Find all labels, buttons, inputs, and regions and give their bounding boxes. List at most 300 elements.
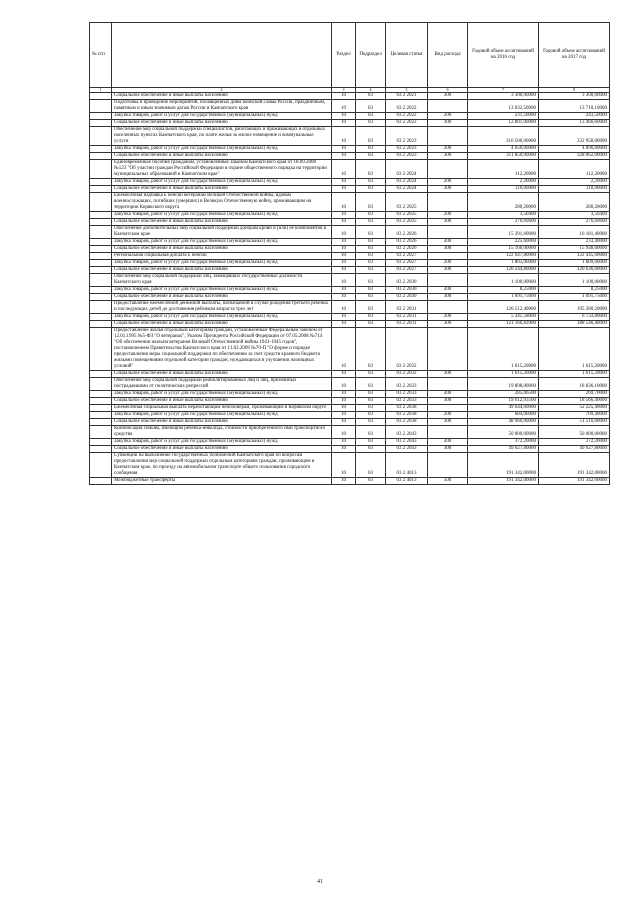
table-row: [90, 127, 610, 146]
row-no: [90, 179, 112, 186]
row-name: Закупка товаров, работ и услуг для государственных (муниципальных) нужд: [112, 412, 332, 419]
row-vol-2016: 13 032,50000: [468, 100, 539, 113]
row-section: 10: [332, 160, 356, 179]
table-row: [90, 478, 610, 485]
table-row: [90, 239, 610, 246]
row-name: Закупка товаров, работ и услуг для государственных (муниципальных) нужд: [112, 179, 332, 186]
row-vol-2016: 3 300,00000: [468, 93, 539, 100]
row-exp-type: [428, 453, 468, 478]
row-subsection: 03: [356, 419, 386, 426]
row-target: 03 2 2025: [386, 219, 428, 226]
row-no: [90, 274, 112, 287]
row-vol-2016: 1 615,20000: [468, 328, 539, 371]
row-no: [90, 260, 112, 267]
row-target: 03 2 4013: [386, 453, 428, 478]
row-target: 03 2 2027: [386, 267, 428, 274]
row-name: Социальное обеспечение и иные выплаты населению: [112, 446, 332, 453]
row-no: [90, 226, 112, 239]
table-row: [90, 100, 610, 113]
row-section: 10: [332, 439, 356, 446]
row-vol-2017: 18 836,10000: [539, 378, 610, 391]
row-subsection: 03: [356, 398, 386, 405]
row-section: 10: [332, 120, 356, 127]
row-target: 03 2 2030: [386, 287, 428, 294]
row-section: 10: [332, 193, 356, 212]
row-target: 03 2 2026: [386, 239, 428, 246]
row-section: 10: [332, 212, 356, 219]
row-section: 10: [332, 267, 356, 274]
table-row: [90, 294, 610, 301]
row-section: 10: [332, 127, 356, 146]
row-exp-type: 300: [428, 419, 468, 426]
row-section: 10: [332, 412, 356, 419]
row-exp-type: [428, 301, 468, 314]
row-vol-2016: 1 091,75000: [468, 294, 539, 301]
row-section: 10: [332, 314, 356, 321]
row-target: 03 2 2031: [386, 321, 428, 328]
row-name: Предоставление ежемесячной денежной выплаты, назначаемой в случае рождения третьего ребенка и последующих детей до достижения ребенком возраста трех лет: [112, 301, 332, 314]
row-no: [90, 153, 112, 160]
table-row: [90, 212, 610, 219]
row-vol-2017: 16 181,40000: [539, 226, 610, 239]
row-exp-type: 200: [428, 260, 468, 267]
row-name: Социальное обеспечение и иные выплаты населению: [112, 246, 332, 253]
row-subsection: 03: [356, 179, 386, 186]
row-vol-2016: 191 342,00000: [468, 453, 539, 478]
row-vol-2016: 276,69600: [468, 219, 539, 226]
table-row: [90, 179, 610, 186]
row-vol-2017: 13 466,60000: [539, 120, 610, 127]
row-subsection: 03: [356, 412, 386, 419]
row-vol-2016: 191 342,00000: [468, 478, 539, 485]
row-subsection: 03: [356, 127, 386, 146]
row-section: 10: [332, 301, 356, 314]
row-vol-2017: 3 300,00000: [539, 93, 610, 100]
row-section: 10: [332, 226, 356, 239]
row-name: Обеспечение мер социальной поддержки специалистов, работающих и проживающих в отдельных населенных пунктах Камчатского края, по плате жилья за жилое помещение и коммунальные услуги: [112, 127, 332, 146]
row-no: [90, 398, 112, 405]
row-subsection: 03: [356, 93, 386, 100]
row-section: 10: [332, 113, 356, 120]
table-row: [90, 426, 610, 439]
row-target: 03 2 4013: [386, 478, 428, 485]
row-vol-2017: 110,00000: [539, 186, 610, 193]
row-section: 10: [332, 239, 356, 246]
row-no: [90, 287, 112, 294]
row-vol-2017: 52 225,40000: [539, 405, 610, 412]
row-target: 03 2 2027: [386, 260, 428, 267]
row-no: [90, 391, 112, 398]
row-no: [90, 127, 112, 146]
row-subsection: 03: [356, 267, 386, 274]
row-target: 03 2 2038: [386, 419, 428, 426]
table-row: [90, 193, 610, 212]
row-vol-2017: 188 546,40000: [539, 321, 610, 328]
row-vol-2016: 120 244,80000: [468, 267, 539, 274]
row-exp-type: 200: [428, 412, 468, 419]
row-target: 03 2 2031: [386, 314, 428, 321]
row-subsection: 03: [356, 160, 386, 179]
header-section: Раздел: [332, 23, 356, 88]
row-section: 10: [332, 328, 356, 371]
row-subsection: 03: [356, 378, 386, 391]
row-vol-2016: 231,50000: [468, 113, 539, 120]
row-vol-2017: 122 445,00000: [539, 253, 610, 260]
row-exp-type: 300: [428, 446, 468, 453]
table-row: [90, 93, 610, 100]
row-target: 03 2 2031: [386, 301, 428, 314]
table-row: [90, 301, 610, 314]
table-row: [90, 219, 610, 226]
row-target: 03 2 2021: [386, 93, 428, 100]
row-subsection: 03: [356, 212, 386, 219]
row-no: [90, 419, 112, 426]
row-subsection: 03: [356, 328, 386, 371]
row-subsection: 03: [356, 453, 386, 478]
table-row: [90, 446, 610, 453]
row-vol-2016: 2,20000: [468, 179, 539, 186]
row-name: Социальное обеспечение и иные выплаты населению: [112, 93, 332, 100]
row-vol-2016: 19 612,93500: [468, 398, 539, 405]
row-subsection: 03: [356, 100, 386, 113]
table-row: [90, 246, 610, 253]
row-vol-2017: 51 516,00000: [539, 419, 610, 426]
row-exp-type: [428, 100, 468, 113]
row-exp-type: [428, 328, 468, 371]
budget-table: [89, 22, 610, 485]
row-no: [90, 100, 112, 113]
row-vol-2017: 195 280,20000: [539, 301, 610, 314]
row-no: [90, 186, 112, 193]
row-no: [90, 314, 112, 321]
row-name: Межбюджетные трансферты: [112, 478, 332, 485]
row-exp-type: 200: [428, 113, 468, 120]
row-target: 03 2 2026: [386, 246, 428, 253]
row-vol-2016: 110,00000: [468, 186, 539, 193]
table-row: [90, 153, 610, 160]
row-no: [90, 371, 112, 378]
row-subsection: 03: [356, 294, 386, 301]
table-row: [90, 412, 610, 419]
colnum: 8: [539, 88, 610, 93]
row-name: Социальное обеспечение и иные выплаты населению: [112, 419, 332, 426]
row-target: 03 2 2023: [386, 146, 428, 153]
row-no: [90, 378, 112, 391]
row-target: 03 2 2030: [386, 274, 428, 287]
row-no: [90, 93, 112, 100]
row-vol-2016: 311 850,00000: [468, 153, 539, 160]
row-target: 03 2 2030: [386, 294, 428, 301]
row-vol-2016: 1 100,00000: [468, 274, 539, 287]
row-subsection: 03: [356, 321, 386, 328]
row-vol-2017: 1 615,20000: [539, 328, 610, 371]
row-vol-2017: 3,50400: [539, 212, 610, 219]
row-vol-2017: 191 342,00000: [539, 453, 610, 478]
table-header-row: [90, 23, 610, 88]
row-name: Социальное обеспечение и иные выплаты населению: [112, 120, 332, 127]
header-name: [112, 23, 332, 88]
row-subsection: 03: [356, 219, 386, 226]
row-no: [90, 446, 112, 453]
row-vol-2016: 1 615,20000: [468, 371, 539, 378]
row-exp-type: 300: [428, 120, 468, 127]
row-name: Региональная социальная доплата к пенсии: [112, 253, 332, 260]
table-row: [90, 371, 610, 378]
colnum: 2: [112, 88, 332, 93]
table-row: [90, 453, 610, 478]
row-subsection: 03: [356, 146, 386, 153]
row-vol-2017: 4 896,00000: [539, 146, 610, 153]
row-name: Обеспечение дополнительных мер социальной поддержки донорам крови и (или) ее компонентов в Камчатском крае: [112, 226, 332, 239]
row-vol-2016: 49 627,80000: [468, 446, 539, 453]
row-subsection: 03: [356, 120, 386, 127]
table-row: [90, 113, 610, 120]
table-row: [90, 120, 610, 127]
row-section: 10: [332, 405, 356, 412]
row-target: 03 2 2022: [386, 113, 428, 120]
row-vol-2017: 2,20000: [539, 179, 610, 186]
row-name: Социальное обеспечение и иные выплаты населению: [112, 371, 332, 378]
row-name: Социальное обеспечение и иные выплаты населению: [112, 294, 332, 301]
row-exp-type: 300: [428, 186, 468, 193]
row-target: 03 2 2033: [386, 398, 428, 405]
row-exp-type: [428, 160, 468, 179]
row-exp-type: 200: [428, 287, 468, 294]
row-target: 03 2 2033: [386, 391, 428, 398]
header-vol-2017: Годовой объем ассигнований на 2017 год: [539, 23, 610, 88]
row-no: [90, 267, 112, 274]
row-name: Закупка товаров, работ и услуг для государственных (муниципальных) нужд: [112, 239, 332, 246]
row-exp-type: 300: [428, 294, 468, 301]
row-target: 03 2 2038: [386, 405, 428, 412]
row-vol-2016: 19 898,00000: [468, 378, 539, 391]
row-target: 03 2 2024: [386, 186, 428, 193]
row-section: 10: [332, 371, 356, 378]
row-exp-type: 200: [428, 439, 468, 446]
row-no: [90, 328, 112, 371]
row-vol-2017: 15 948,00000: [539, 246, 610, 253]
row-exp-type: 200: [428, 212, 468, 219]
row-no: [90, 113, 112, 120]
row-vol-2016: 280,20000: [468, 193, 539, 212]
header-vol-2016: Годовой объем ассигнований на 2016 год: [468, 23, 539, 88]
table-row: [90, 391, 610, 398]
row-exp-type: [428, 193, 468, 212]
row-vol-2016: 15 391,60000: [468, 226, 539, 239]
row-target: 03 2 2026: [386, 226, 428, 239]
row-name: Закупка товаров, работ и услуг для государственных (муниципальных) нужд: [112, 146, 332, 153]
row-exp-type: [428, 226, 468, 239]
table-row: [90, 274, 610, 287]
row-vol-2016: 122 047,80000: [468, 253, 539, 260]
row-no: [90, 146, 112, 153]
row-no: [90, 160, 112, 179]
colnum: 6: [428, 88, 468, 93]
row-vol-2016: 112,20000: [468, 160, 539, 179]
row-target: 03 2 2023: [386, 127, 428, 146]
row-vol-2016: 5 345,58000: [468, 314, 539, 321]
row-no: [90, 246, 112, 253]
table-row: [90, 314, 610, 321]
row-no: [90, 212, 112, 219]
row-vol-2017: 332 958,00000: [539, 127, 610, 146]
row-name: Закупка товаров, работ и услуг для государственных (муниципальных) нужд: [112, 113, 332, 120]
row-name: Ежемесячная надбавка к пенсии ветеранам Великой Отечественной войны, вдовам военнослужащих, погибших (умерших) в Великую Отечественную войну, проживающим на территории Корякского округа: [112, 193, 332, 212]
row-vol-2017: 709,40000: [539, 412, 610, 419]
row-subsection: 03: [356, 186, 386, 193]
row-section: 10: [332, 274, 356, 287]
row-vol-2016: 285,06500: [468, 391, 539, 398]
table-row: [90, 419, 610, 426]
table-row: [90, 226, 610, 239]
row-name: Социальное обеспечение и иные выплаты населению: [112, 186, 332, 193]
row-exp-type: 300: [428, 93, 468, 100]
row-subsection: 03: [356, 239, 386, 246]
row-no: [90, 478, 112, 485]
header-exp-type: Вид расхода: [428, 23, 468, 88]
row-vol-2017: 372,20000: [539, 439, 610, 446]
row-exp-type: 300: [428, 267, 468, 274]
row-target: 03 2 2027: [386, 253, 428, 260]
row-no: [90, 219, 112, 226]
row-name: Единовременные пособия гражданам, установленные Законом Камчатского края от 18.09.2008 №123 "Об участии граждан Российской Федерации в охране общественного порядка на территории муниципальных образований в Камчатском крае": [112, 160, 332, 179]
row-vol-2016: 121 166,82000: [468, 321, 539, 328]
row-section: 10: [332, 294, 356, 301]
row-vol-2016: 1 803,00000: [468, 260, 539, 267]
row-section: 10: [332, 179, 356, 186]
colnum: 7: [468, 88, 539, 93]
row-name: Социальное обеспечение и иные выплаты населению: [112, 267, 332, 274]
row-subsection: 03: [356, 274, 386, 287]
row-vol-2016: 126 512,40000: [468, 301, 539, 314]
row-no: [90, 120, 112, 127]
row-name: Закупка товаров, работ и услуг для государственных (муниципальных) нужд: [112, 391, 332, 398]
row-vol-2017: 328 062,00000: [539, 153, 610, 160]
row-target: 03 2 2024: [386, 160, 428, 179]
row-subsection: 03: [356, 246, 386, 253]
table-row: [90, 439, 610, 446]
row-section: 10: [332, 378, 356, 391]
row-target: 03 2 2023: [386, 153, 428, 160]
colnum: 3: [332, 88, 356, 93]
row-name: Закупка товаров, работ и услуг для государственных (муниципальных) нужд: [112, 212, 332, 219]
row-vol-2016: 372,20000: [468, 439, 539, 446]
row-vol-2017: 6 733,80000: [539, 314, 610, 321]
row-vol-2017: 13 710,10000: [539, 100, 610, 113]
row-subsection: 03: [356, 260, 386, 267]
table-row: [90, 398, 610, 405]
row-exp-type: 200: [428, 314, 468, 321]
header-target: Целевая статья: [386, 23, 428, 88]
row-vol-2017: 8,25000: [539, 287, 610, 294]
row-no: [90, 453, 112, 478]
row-vol-2017: 233,40000: [539, 239, 610, 246]
row-target: 03 2 2025: [386, 212, 428, 219]
header-subsection: Подраздел: [356, 23, 386, 88]
colnum: 1: [90, 88, 112, 93]
colnum: 5: [386, 88, 428, 93]
row-target: 03 2 2024: [386, 179, 428, 186]
row-vol-2016: 15 166,00000: [468, 246, 539, 253]
row-target: 03 2 2032: [386, 371, 428, 378]
row-name: Ежемесячная социальная выплата неработающим пенсионерам, проживающим в Корякском округе: [112, 405, 332, 412]
row-target: 03 2 2038: [386, 412, 428, 419]
row-exp-type: [428, 405, 468, 412]
row-section: 10: [332, 219, 356, 226]
row-vol-2017: 112,20000: [539, 160, 610, 179]
row-vol-2017: 18 566,40000: [539, 398, 610, 405]
row-vol-2016: 316 500,00000: [468, 127, 539, 146]
row-no: [90, 193, 112, 212]
row-section: 10: [332, 391, 356, 398]
row-vol-2017: 243,50000: [539, 113, 610, 120]
row-vol-2017: 1 809,00000: [539, 260, 610, 267]
row-subsection: 03: [356, 301, 386, 314]
table-row: [90, 146, 610, 153]
row-vol-2017: 50 000,00000: [539, 426, 610, 439]
row-section: 10: [332, 153, 356, 160]
row-vol-2017: 120 636,00000: [539, 267, 610, 274]
row-section: 10: [332, 260, 356, 267]
row-vol-2017: 276,69600: [539, 219, 610, 226]
row-exp-type: 300: [428, 398, 468, 405]
row-vol-2016: 49 644,00000: [468, 405, 539, 412]
row-name: Обеспечение мер социальной поддержки реабилитированных лиц и лиц, признанных пострадавшими от политических репрессий: [112, 378, 332, 391]
row-section: 10: [332, 186, 356, 193]
page-number: 41: [317, 879, 323, 885]
row-section: 10: [332, 100, 356, 113]
row-vol-2017: 1 091,75000: [539, 294, 610, 301]
row-exp-type: 200: [428, 146, 468, 153]
row-no: [90, 294, 112, 301]
row-exp-type: 200: [428, 239, 468, 246]
row-vol-2016: 8,25000: [468, 287, 539, 294]
row-vol-2017: 191 342,00000: [539, 478, 610, 485]
header-no: № п/п: [90, 23, 112, 88]
row-vol-2016: 48 960,00000: [468, 419, 539, 426]
row-exp-type: [428, 253, 468, 260]
row-subsection: 03: [356, 426, 386, 439]
row-target: 03 2 2032: [386, 328, 428, 371]
row-section: 10: [332, 146, 356, 153]
row-no: [90, 321, 112, 328]
row-name: Закупка товаров, работ и услуг для государственных (муниципальных) нужд: [112, 439, 332, 446]
row-subsection: 03: [356, 446, 386, 453]
row-section: 10: [332, 426, 356, 439]
row-target: 03 2 2022: [386, 120, 428, 127]
table-row: [90, 160, 610, 179]
table-row: [90, 186, 610, 193]
row-subsection: 03: [356, 405, 386, 412]
row-no: [90, 239, 112, 246]
row-vol-2016: 225,60000: [468, 239, 539, 246]
row-exp-type: 300: [428, 219, 468, 226]
row-subsection: 03: [356, 113, 386, 120]
row-target: 03 2 2043: [386, 426, 428, 439]
row-subsection: 03: [356, 287, 386, 294]
row-section: 10: [332, 453, 356, 478]
row-vol-2016: 4 650,00000: [468, 146, 539, 153]
row-vol-2016: 3,50400: [468, 212, 539, 219]
table-row: [90, 287, 610, 294]
row-exp-type: [428, 426, 468, 439]
row-subsection: 03: [356, 226, 386, 239]
row-name: Субвенции на выполнение государственных полномочий Камчатского края по вопросам предоставления мер социальной поддержки отдельным категориям граждан, проживающим в Камчатском крае, по проезду на автомобильном транспорте общего пользования городского сообщения: [112, 453, 332, 478]
table-row: [90, 328, 610, 371]
row-exp-type: [428, 127, 468, 146]
table-row: [90, 253, 610, 260]
row-exp-type: 300: [428, 371, 468, 378]
